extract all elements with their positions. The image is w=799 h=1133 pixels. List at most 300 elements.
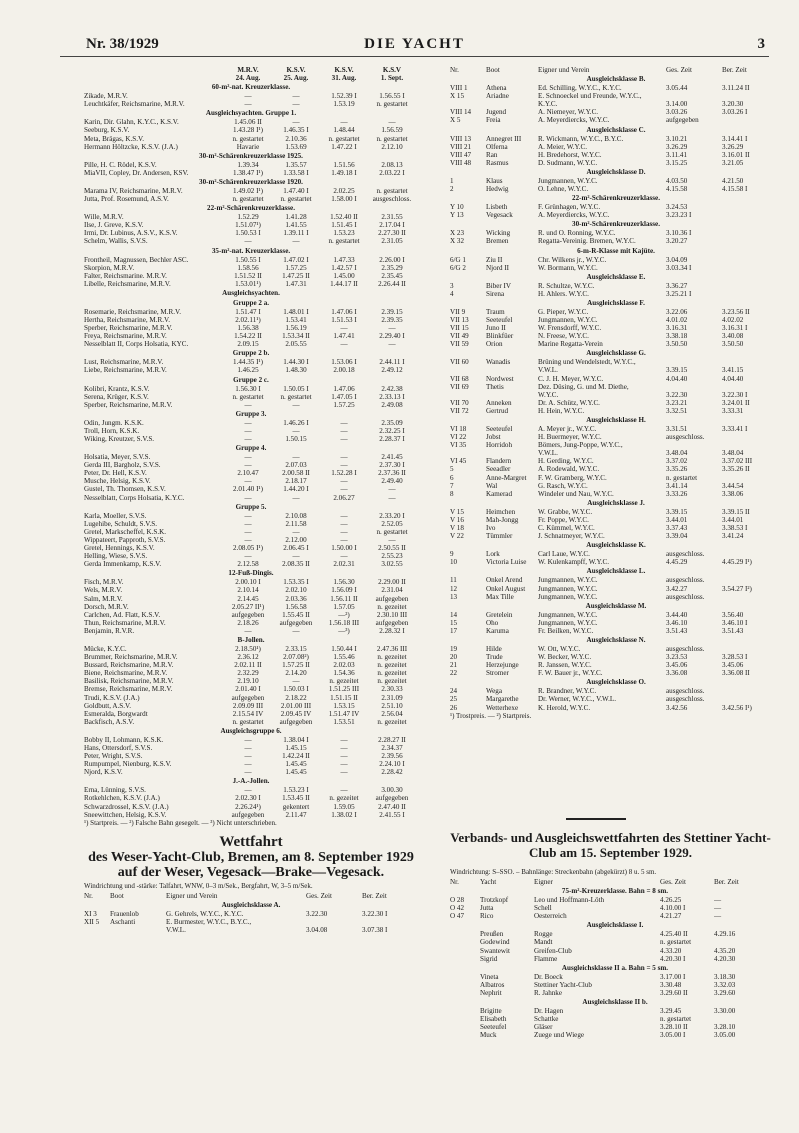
cell: 3.15.25 (666, 158, 688, 167)
cell: Dr. Werner, W.Y.C., V.W.L. (538, 695, 616, 704)
cell: 3.54.27 I²) (722, 584, 752, 593)
result-row (450, 989, 780, 997)
result-row (84, 256, 418, 264)
cell: 3.45.06 (722, 661, 744, 670)
result-row (450, 687, 782, 695)
cell: VIII 48 (450, 158, 472, 167)
cell: 6/G 2 (450, 263, 466, 272)
result-row (450, 576, 782, 584)
result-row (450, 185, 782, 193)
cell: 2.05.27 II¹) (231, 602, 265, 611)
cell: 2.35.29 (381, 263, 403, 272)
cell: 2.33.20 I (379, 511, 405, 520)
cell: Rotkehlchen, K.S.V. (J.A.) (84, 794, 160, 803)
cell: Fr. Beilken, W.Y.C. (538, 626, 594, 635)
cell: 3.29.60 (714, 988, 736, 997)
cell: XII 5 (84, 917, 100, 926)
cell: 1.44.17 II (330, 279, 358, 288)
cell: 1.41.55 (285, 221, 307, 230)
cell: 1.50.15 (285, 435, 307, 443)
cell (722, 645, 780, 653)
cell: 3.25.21 I (666, 289, 692, 298)
cell: Albatros (480, 980, 505, 989)
cell: Jungmannen, W.Y.C. (538, 592, 598, 601)
cell: Rogge (534, 930, 553, 939)
cell: 3.41.14 (666, 481, 688, 490)
right-results-column (450, 66, 782, 721)
cell: — (244, 535, 252, 544)
cell: 3.04.09 (666, 255, 688, 264)
cell: 2.31.55 (381, 213, 403, 222)
header-cell: Boot (486, 66, 500, 74)
cell: G. Pieper, W.Y.C. (538, 307, 589, 316)
cell: Basilisk, Reichsmarine, M.R.V. (84, 677, 174, 686)
cell: 1.43.28 I¹) (233, 126, 263, 135)
cell: 2.47.40 II (378, 802, 406, 811)
cell: — (714, 896, 722, 905)
result-row (84, 694, 418, 702)
cell: — (244, 752, 252, 761)
cell: Wicking (486, 229, 511, 238)
cell (722, 687, 780, 695)
cell: aufgegeben (231, 693, 265, 702)
result-row (84, 213, 418, 221)
cell: n. gestartet (280, 392, 312, 401)
cell: 2.11.47 (285, 810, 307, 819)
class-title: Ausgleichsklasse B. (586, 75, 646, 84)
cell: 1.44.30 I (283, 358, 309, 367)
cell: ausgeschloss. (666, 695, 705, 704)
cell: — (244, 92, 252, 101)
cell: Brüning und Wendelstedt, W.Y.C., (538, 358, 636, 367)
cell: — (292, 118, 300, 127)
cell: 2.26.00 I (379, 255, 405, 264)
cell: VI 22 (450, 433, 467, 442)
cell (450, 973, 480, 981)
result-row (84, 340, 418, 348)
cell: 1.53.41 (285, 315, 307, 324)
cell: Dr. Hagen (534, 1007, 564, 1016)
result-row (450, 457, 782, 465)
cell: 1.51.25 III (328, 685, 360, 694)
result-row (450, 358, 782, 366)
cell: — (292, 527, 300, 536)
cell: — (388, 118, 396, 127)
cell: 1.47.41 (333, 332, 355, 341)
cell: Y 13 (450, 211, 464, 220)
cell: 2.18.50¹) (235, 644, 261, 653)
cell: Frauenlob (110, 909, 139, 918)
cell: aufgegeben (279, 717, 313, 726)
cell: F. W. Bauer jr., W.Y.C. (538, 669, 603, 678)
result-row (450, 264, 782, 272)
result-row (450, 159, 782, 167)
cell (362, 918, 418, 926)
cell: Odin, Jungm. K.S.K. (84, 418, 144, 427)
cell: 2 (450, 185, 454, 194)
cell: 3.36.08 (666, 669, 688, 678)
cell: Gretelein (486, 610, 513, 619)
cell: — (340, 752, 348, 761)
cell: 2.02.11¹) (235, 315, 261, 324)
cell (450, 1023, 480, 1031)
cell: — (244, 786, 252, 795)
cell: 1.38.04 I (283, 735, 309, 744)
cell: — (244, 418, 252, 427)
cell: 10 (450, 558, 458, 567)
cell: 3.03.26 I (722, 108, 748, 117)
cell: — (340, 511, 348, 520)
cell: 3.46.10 I (722, 618, 748, 627)
cell: A. Rodewald, W.Y.C. (538, 465, 600, 474)
cell: 2.01.40 I (235, 685, 261, 694)
cell (722, 229, 780, 237)
cell (84, 926, 110, 934)
cell: 3.02.55 (381, 560, 403, 569)
cell: — (340, 461, 348, 470)
cell: 1.50.05 I (283, 384, 309, 393)
class-title: Ausgleichsklasse K. (586, 541, 646, 550)
result-row (84, 803, 418, 811)
cell: — (244, 760, 252, 769)
header-cell: Yacht (480, 878, 497, 886)
cell: A. Niemeyer, W.Y.C. (538, 108, 599, 117)
cell: ausgeschloss. (666, 576, 705, 585)
cell: 3.51.43 (666, 626, 688, 635)
cell: 2.35.09 (381, 418, 403, 427)
cell: Swantewit (480, 946, 510, 955)
cell: 2.03.22 I (379, 168, 405, 177)
cell: — (714, 904, 722, 913)
cell (666, 358, 722, 366)
header-cell (84, 66, 224, 74)
cell: Juno II (486, 324, 506, 333)
cell (666, 441, 722, 449)
result-row (450, 516, 782, 524)
cell: 1.55.45 II (282, 610, 310, 619)
cell: Stromer (486, 669, 509, 678)
cell: n. gestartet (232, 195, 264, 204)
result-row (84, 926, 418, 934)
cell: Ivo (486, 524, 496, 533)
cell: 1.51.52 II (234, 271, 262, 280)
cell: 3.22.30 (666, 390, 688, 399)
cell: 3.46.10 (666, 618, 688, 627)
cell: 2.11.58 (285, 519, 307, 528)
cell: 2.29.40 I (379, 332, 405, 341)
result-row (84, 366, 418, 374)
cell: 2.02.11 II (234, 661, 262, 670)
cell: Rico (480, 912, 494, 921)
cell: VI 35 (450, 441, 467, 450)
cell: Gretel, Markscheffel, K.S.K. (84, 527, 167, 536)
result-row (450, 593, 782, 601)
cell: Freia (486, 116, 501, 125)
cell: VIII 14 (450, 108, 472, 117)
cell: Frontheil, Magnussen, Bechler ASC. (84, 255, 189, 264)
cell: W. Grabbe, W.Y.C. (538, 507, 593, 516)
cell: 1.41.28 (285, 213, 307, 222)
cell: — (244, 477, 252, 486)
result-row (450, 100, 782, 108)
column-header (84, 892, 418, 900)
cell: Flandern (486, 457, 512, 466)
result-row (84, 918, 418, 926)
cell: 1.56.55 I (379, 92, 405, 101)
class-title: Ausgleichsklasse A. (221, 900, 281, 909)
cell: Seeteufel (486, 315, 513, 324)
cell: — (244, 100, 252, 109)
cell: 13 (450, 592, 458, 601)
result-row (84, 385, 418, 393)
result-row (84, 469, 418, 477)
class-title: J.-A.-Jollen. (232, 777, 270, 786)
result-row (84, 118, 418, 126)
cell: 1.48.44 (333, 126, 355, 135)
result-row (450, 981, 780, 989)
cell (450, 938, 480, 946)
cell: 1.55.46 (333, 653, 355, 662)
cell: 1.50.00 I (331, 544, 357, 553)
cell: ausgeschloss. (666, 644, 705, 653)
cell: O 42 (450, 904, 464, 913)
cell (450, 989, 480, 997)
cell: Freya, Reichsmarine, M.R.V. (84, 332, 167, 341)
result-row (450, 955, 780, 963)
cell: X 15 (450, 92, 464, 101)
class-title: 75-m²-Kreuzerklasse. Bahn = 8 sm. (561, 887, 669, 896)
header-cell: Nr. (450, 878, 459, 886)
cell: — (292, 400, 300, 409)
result-row (450, 938, 780, 946)
wettfahrt-section (84, 834, 418, 880)
cell: 14 (450, 610, 458, 619)
cell: 1.42.24 II (282, 752, 310, 761)
result-row (84, 143, 418, 151)
cell: Schwarzdrossel, K.S.V. (J.A.) (84, 802, 169, 811)
cell: — (340, 477, 348, 486)
cell: 4.29.16 (714, 930, 736, 939)
result-row (450, 324, 782, 332)
header-cell: Ges. Zeit (306, 891, 333, 900)
result-row (450, 433, 782, 441)
cell: n. gestartet (376, 186, 408, 195)
cell: 3.22.30 I (722, 390, 748, 399)
cell: — (292, 552, 300, 561)
cell: 3.39.15 (666, 366, 688, 375)
cell: — (340, 735, 348, 744)
class-title: 30-m²-Schärenkreuzerklasse 1925. (199, 151, 303, 160)
cell: n. gezeitet (377, 717, 407, 726)
cell: n. gezeitet (377, 661, 407, 670)
cell: VIII 21 (450, 142, 472, 151)
cell: 2.51.10 (381, 701, 403, 710)
cell: 3.10.36 I (666, 229, 692, 238)
cell: X 23 (450, 229, 464, 238)
cell: 12 (450, 584, 458, 593)
cell: Zuege und Wiege (534, 1031, 585, 1040)
cell: 22 (450, 669, 458, 678)
result-row (84, 461, 418, 469)
cell: Nephrit (480, 988, 502, 997)
result-row (450, 669, 782, 677)
cell: 20 (450, 653, 458, 662)
class-title: Ausgleichsgruppe 6. (220, 726, 282, 735)
cell: — (244, 768, 252, 777)
cell (450, 981, 480, 989)
cell: VII 49 (450, 332, 469, 341)
cell: 2.31.09 (381, 693, 403, 702)
cell: VII 59 (450, 340, 469, 349)
cell: Bremse, Reichsmarine, M.R.V. (84, 685, 173, 694)
cell: 1.56.59 (381, 126, 403, 135)
result-row (450, 135, 782, 143)
cell: 3.35.26 (666, 465, 688, 474)
cell: Rasmus (486, 158, 509, 167)
class-title: Ausgleichsklasse G. (586, 349, 646, 358)
cell: XI 3 (84, 909, 97, 918)
result-row (84, 169, 418, 177)
cell: Hertha, Reichsmarine, M.R.V. (84, 315, 170, 324)
cell: 4.21.50 (722, 176, 744, 185)
class-title: B-Jollen. (237, 635, 265, 644)
cell: Ed. Schilling, W.Y.C., K.Y.C. (538, 84, 622, 93)
cell: 2.56.04 (381, 709, 403, 718)
cell: — (388, 340, 396, 349)
result-row (450, 116, 782, 124)
cell: n. gezeitet (377, 653, 407, 662)
cell: 2.09.15 (237, 340, 259, 349)
cell: aufgegeben (231, 810, 265, 819)
cell: 2.47.36 III (376, 644, 408, 653)
cell: 4.20.30 (714, 954, 736, 963)
cell: 3.28.10 (714, 1023, 736, 1032)
cell: 2.12.10 (381, 142, 403, 151)
cell: 2.10.47 (237, 469, 259, 478)
cell: 1.56.30 (333, 578, 355, 587)
cell: 3.00.30 (381, 786, 403, 795)
cell: — (340, 340, 348, 349)
cell (714, 938, 768, 946)
cell: Lust, Reichsmarine, M.R.V. (84, 358, 164, 367)
class-title: Gruppe 4. (235, 444, 267, 453)
cell: — (388, 535, 396, 544)
cell: — (340, 744, 348, 752)
cell: — (244, 400, 252, 409)
cell: 1.57.05 (333, 602, 355, 611)
cell: 3 (450, 281, 454, 290)
cell: 2.29.00 II (378, 578, 406, 587)
result-row (450, 177, 782, 185)
header-cell: Ber. Zeit (362, 891, 387, 900)
cell: Traum (486, 307, 505, 316)
result-row (450, 316, 782, 324)
cell: Wiking, Kreutzer, S.V.S. (84, 435, 155, 443)
cell: 1.45.06 II (234, 118, 262, 127)
cell: X 32 (450, 237, 464, 246)
cell: C. Kümmel, W.Y.C. (538, 524, 595, 533)
cell: 4.02.02 (722, 315, 744, 324)
cell: A. Meyerdiercks, W.Y.C. (538, 211, 610, 220)
result-row (84, 677, 418, 685)
cell: V 16 (450, 515, 464, 524)
cell: VII 13 (450, 315, 469, 324)
cell (486, 449, 538, 457)
cell: — (340, 453, 348, 462)
cell: Sigrid (480, 954, 498, 963)
cell: Elisabeth (480, 1015, 507, 1024)
cell: Fisch, M.R.V. (84, 578, 124, 587)
cell: Karin, Dir. Glahn, K.Y.C., K.S.V. (84, 118, 179, 127)
cell: — (292, 426, 300, 435)
result-row (84, 427, 418, 435)
header-cell: Boot (110, 891, 124, 900)
cell (722, 237, 780, 245)
cell: Fr. Poppe, W.Y.C. (538, 515, 589, 524)
cell: Dr. Boeck (534, 972, 563, 981)
cell: 3.24.01 II (722, 398, 750, 407)
wettfahrt-subtitle: des Weser-Yacht-Club, Bremen, am 8. September 1929 (88, 849, 414, 865)
cell: Gläser (534, 1023, 553, 1032)
cell: 4.45.29 (666, 558, 688, 567)
cell: Seeteufel (486, 425, 513, 433)
result-row (84, 669, 418, 677)
result-row (84, 910, 418, 918)
cell: Oho (486, 618, 499, 627)
cell: 2.39.56 (381, 752, 403, 761)
cell: 2.32.29 (237, 669, 259, 678)
result-row (84, 187, 418, 195)
class-title: Ausgleichsklasse N. (586, 635, 646, 644)
class-title: Ausgleichsklasse II b. (582, 998, 648, 1007)
cell: 1.49.02 I¹) (233, 186, 263, 195)
class-title: 22-m²-Schärenkreuzerklasse. (207, 204, 295, 213)
class-title: 35-m²-nat. Kreuzerklasse. (211, 246, 291, 255)
cell: 3.20.30 (722, 100, 744, 109)
cell: 3.32.51 (666, 406, 688, 415)
result-row (84, 619, 418, 627)
cell: Marine Regatta-Verein (538, 340, 603, 349)
result-row (450, 474, 782, 482)
cell: 3.44.01 (666, 515, 688, 524)
cell: 1 (450, 176, 454, 185)
cell: VI 45 (450, 457, 467, 466)
result-row (450, 585, 782, 593)
cell: 2.01.00 III (280, 701, 312, 710)
result-row (450, 282, 782, 290)
cell: 4.35.20 (714, 946, 736, 955)
cell: 4.20.30 I (660, 954, 686, 963)
cell: — (340, 519, 348, 528)
cell: 1.42.57 I (331, 263, 357, 272)
cell: 2.41.45 (381, 453, 403, 462)
cell: 1.47.40 I (283, 186, 309, 195)
cell: — (244, 453, 252, 462)
header-cell: 31. Aug. (331, 74, 357, 83)
cell: Bobby II, Lohmann, K.S.K. (84, 735, 164, 744)
cell: Hermann Höltzcke, K.S.V. (J.A.) (84, 142, 178, 151)
cell: n. gestartet (328, 134, 360, 143)
class-title: Ausgleichsklasse J. (587, 498, 645, 507)
cell: Peter, Dr. Hell, K.S.V. (84, 469, 147, 478)
cell: Jungmannen, W.Y.C. (538, 576, 598, 585)
cell: 4.15.58 (666, 185, 688, 194)
cell: 1.50.55 I (235, 255, 261, 264)
cell: 2.18.17 (285, 477, 307, 486)
cell: — (388, 485, 396, 494)
result-row (84, 358, 418, 366)
cell: 1.53.15 (333, 701, 355, 710)
